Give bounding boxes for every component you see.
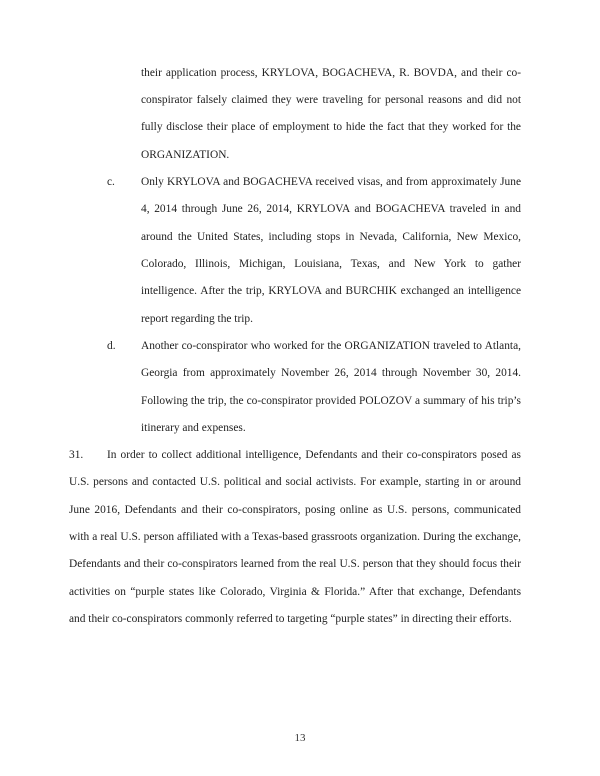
text-line: Following the trip, the co-conspirator provided POLOZOV a summary of his trip’s	[141, 395, 521, 407]
text-line: 4, 2014 through June 26, 2014, KRYLOVA and BOGACHEVA traveled in and	[141, 203, 521, 215]
text-line: In order to collect additional intelligence, Defendants and their co-conspirators posed as	[107, 449, 521, 461]
page-number: 13	[294, 732, 306, 744]
text-line: their application process, KRYLOVA, BOGACHEVA, R. BOVDA, and their co-	[141, 67, 521, 79]
text-line: report regarding the trip.	[141, 313, 253, 325]
text-line: Defendants and their co-conspirators learned from the real U.S. person that they should focus their	[69, 558, 521, 570]
text-line: intelligence. After the trip, KRYLOVA and BURCHIK exchanged an intelligence	[141, 285, 521, 297]
text-line: June 2016, Defendants and their co-conspirators, posing online as U.S. persons, communicated	[69, 504, 521, 516]
text-line: conspirator falsely claimed they were traveling for personal reasons and did not	[141, 94, 521, 106]
text-line: Another co-conspirator who worked for the ORGANIZATION traveled to Atlanta,	[141, 340, 521, 352]
text-line: activities on “purple states like Colorado, Virginia & Florida.” After that exchange, Defendants	[69, 586, 521, 598]
text-line: and their co-conspirators commonly referred to targeting “purple states” in directing their efforts.	[69, 613, 512, 625]
text-line: around the United States, including stops in Nevada, California, New Mexico,	[141, 231, 521, 243]
text-line: itinerary and expenses.	[141, 422, 246, 434]
text-line: U.S. persons and contacted U.S. political and social activists. For example, starting in or around	[69, 476, 521, 488]
text-line: Georgia from approximately November 26, 2014 through November 30, 2014.	[141, 367, 521, 379]
list-marker-d: d.	[107, 340, 116, 352]
text-line: with a real U.S. person affiliated with a Texas-based grassroots organization. During the exchange,	[69, 531, 521, 543]
text-line: Colorado, Illinois, Michigan, Louisiana, Texas, and New York to gather	[141, 258, 521, 270]
list-marker-c: c.	[107, 176, 115, 188]
text-line: Only KRYLOVA and BOGACHEVA received visas, and from approximately June	[141, 176, 521, 188]
paragraph-number: 31.	[69, 449, 84, 461]
text-line: ORGANIZATION.	[141, 149, 230, 161]
text-line: fully disclose their place of employment to hide the fact that they worked for the	[141, 121, 521, 133]
